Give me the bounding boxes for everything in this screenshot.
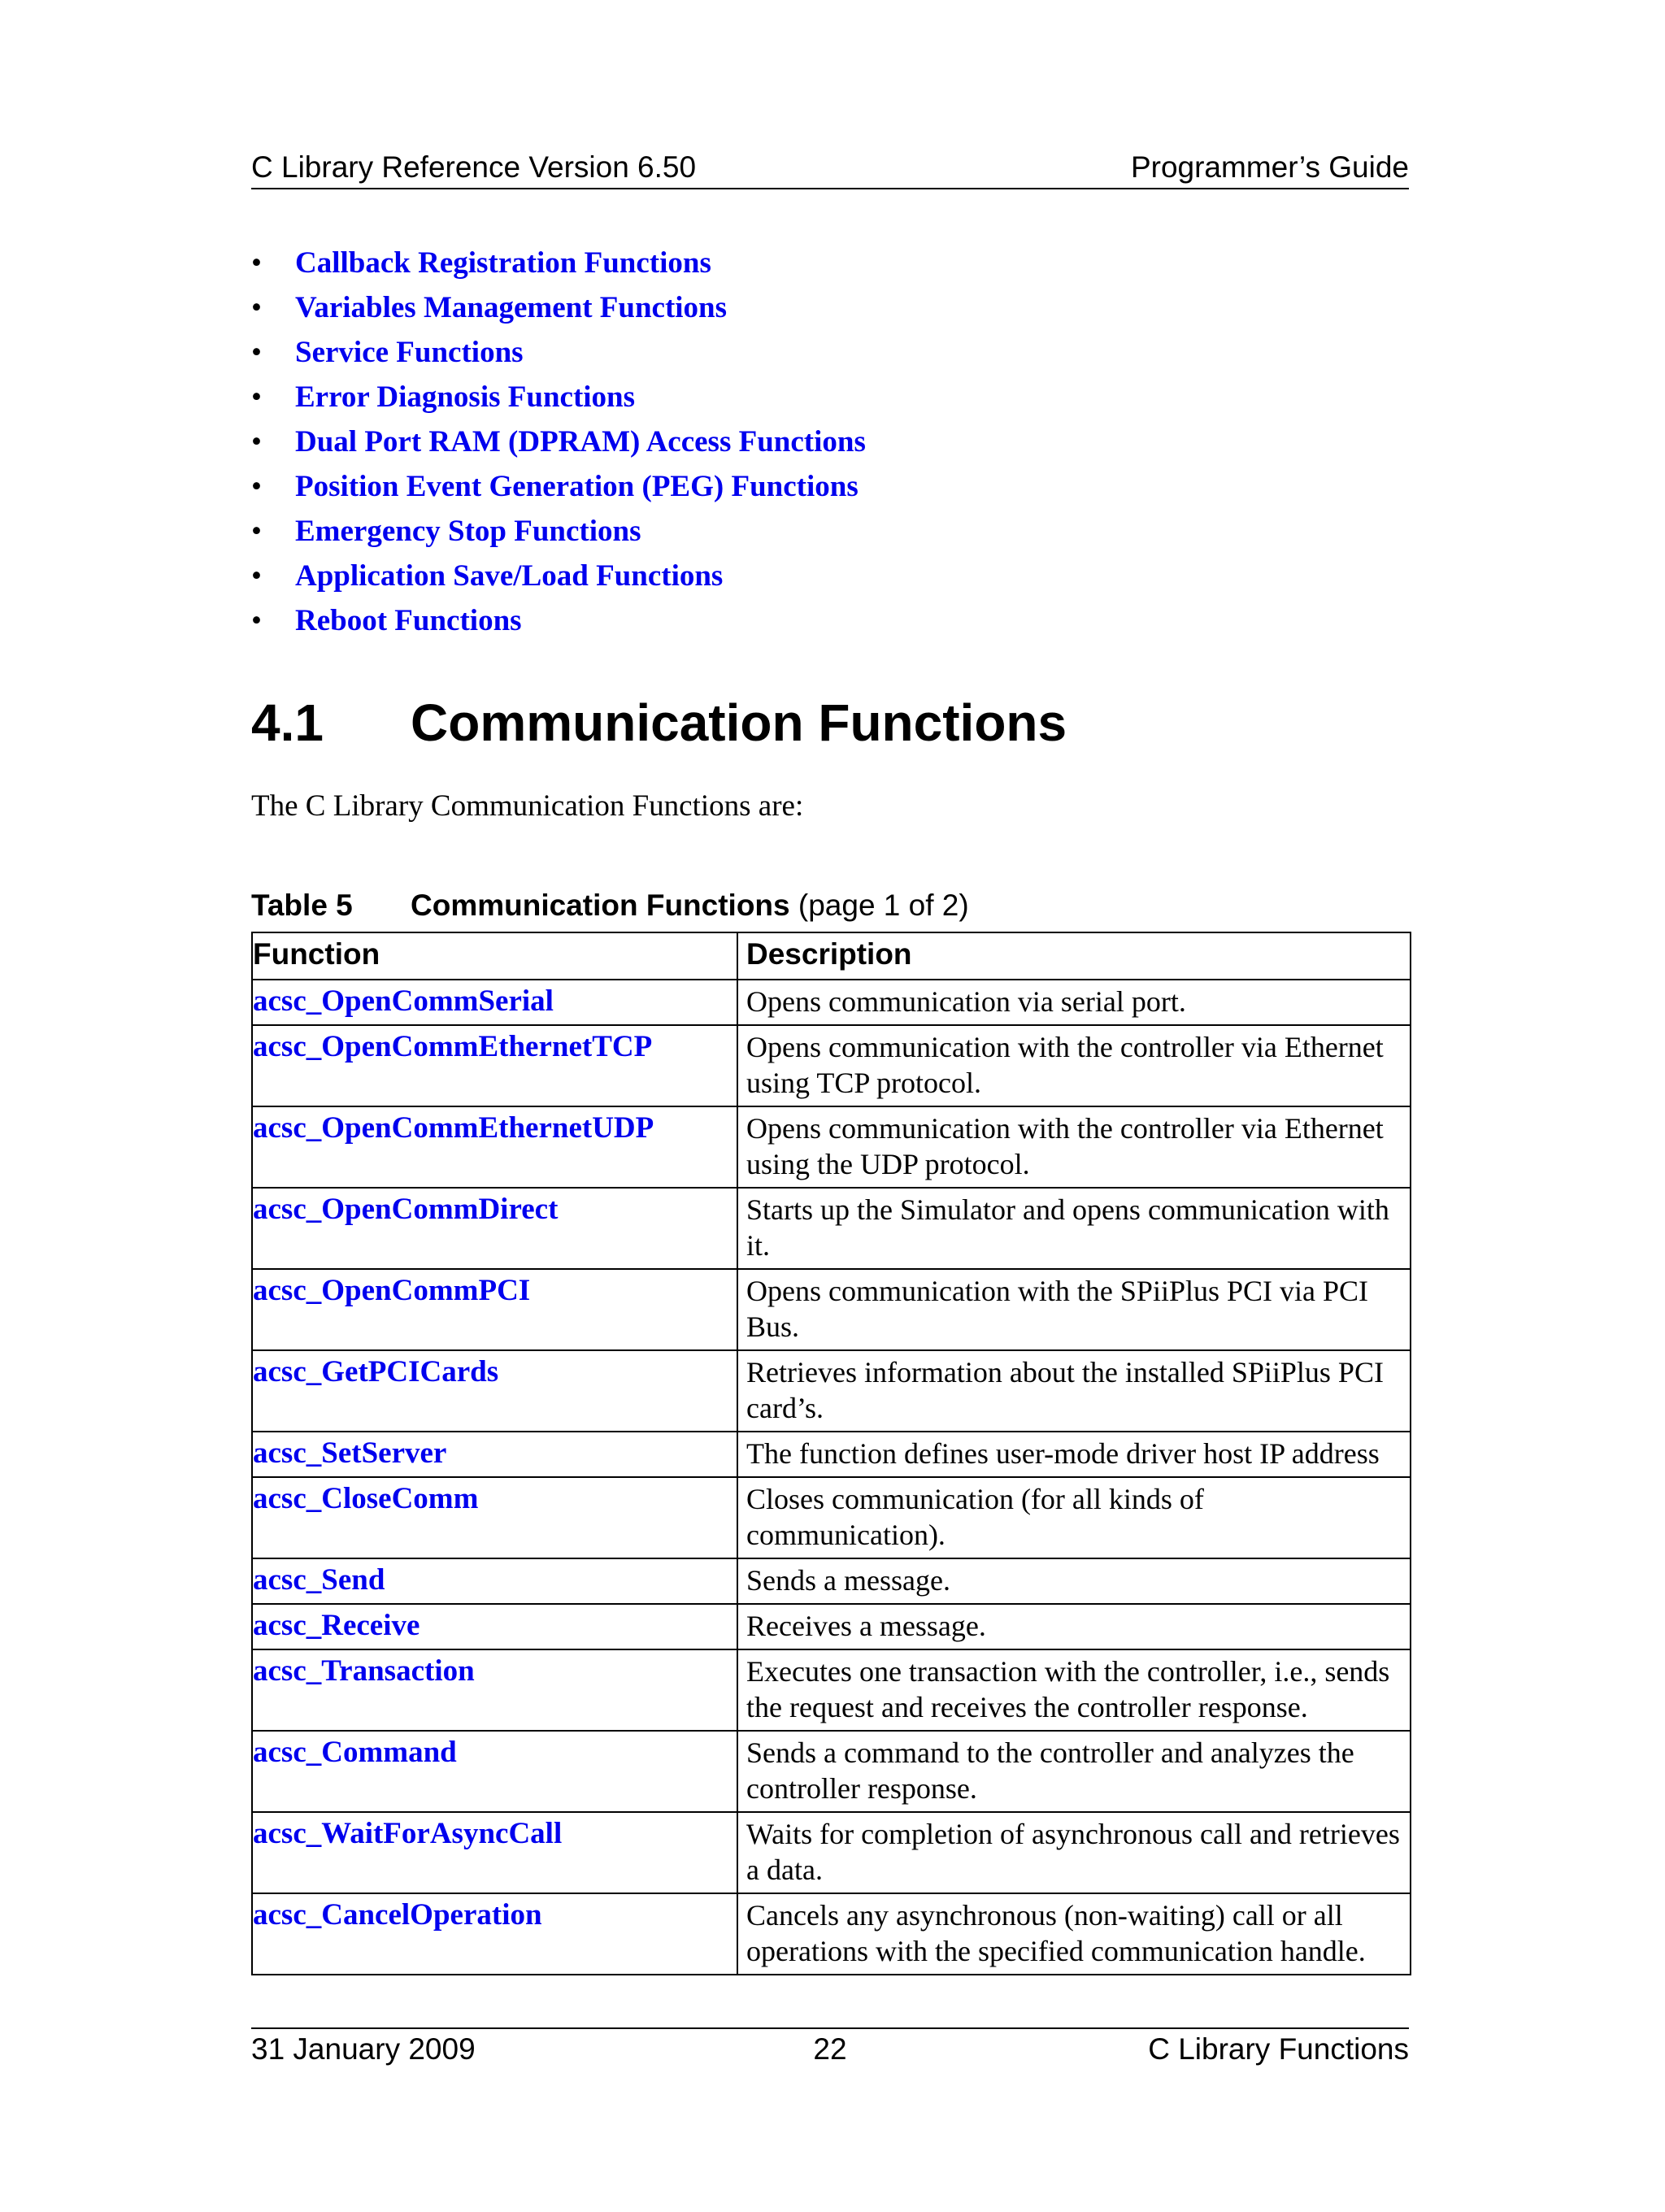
- function-link[interactable]: acsc_OpenCommEthernetTCP: [253, 1030, 653, 1063]
- table-row: [252, 1558, 1411, 1604]
- function-cell: [252, 1477, 737, 1558]
- category-link[interactable]: Variables Management Functions: [295, 291, 728, 324]
- description-cell: Closes communication (for all kinds of communication).: [737, 1477, 1411, 1558]
- bullet-glyph: •: [251, 291, 262, 324]
- bullet-glyph: •: [251, 559, 262, 593]
- function-cell: [252, 1649, 737, 1731]
- function-link[interactable]: acsc_CloseComm: [253, 1482, 479, 1515]
- description-cell: Sends a command to the controller and analyzes the controller response.: [737, 1731, 1411, 1812]
- footer-chapter: C Library Functions: [1148, 2032, 1409, 2066]
- list-item: [251, 509, 866, 554]
- description-cell: Cancels any asynchronous (non-waiting) call or all operations with the specified communication handle.: [737, 1893, 1411, 1975]
- table-body: [252, 980, 1411, 1975]
- bullet-glyph: •: [251, 470, 262, 503]
- bullet-glyph: •: [251, 425, 262, 458]
- bullet-glyph: •: [251, 604, 262, 637]
- function-cell: [252, 1106, 737, 1188]
- list-item: [251, 598, 866, 643]
- function-cell: [252, 1269, 737, 1350]
- page-header: [251, 150, 1409, 189]
- function-cell: [252, 1350, 737, 1432]
- function-cell: [252, 1812, 737, 1893]
- function-link[interactable]: acsc_WaitForAsyncCall: [253, 1817, 563, 1850]
- section-heading: [251, 693, 1067, 753]
- table-name: Communication Functions: [411, 889, 790, 922]
- function-link[interactable]: acsc_OpenCommSerial: [253, 984, 554, 1018]
- intro-paragraph: The C Library Communication Functions are:: [251, 789, 804, 823]
- bullet-glyph: •: [251, 246, 262, 280]
- description-cell: Sends a message.: [737, 1558, 1411, 1604]
- function-cell: [252, 1025, 737, 1106]
- function-cell: [252, 1188, 737, 1269]
- header-guide: Programmer’s Guide: [1130, 150, 1409, 184]
- category-link[interactable]: Error Diagnosis Functions: [295, 380, 636, 414]
- function-link[interactable]: acsc_OpenCommEthernetUDP: [253, 1111, 654, 1145]
- list-item: [251, 241, 866, 285]
- table-caption: [251, 889, 969, 923]
- table-number: Table 5: [251, 889, 353, 922]
- category-link[interactable]: Dual Port RAM (DPRAM) Access Functions: [295, 425, 866, 458]
- communication-functions-table: [251, 932, 1411, 1975]
- table-page-note: (page 1 of 2): [789, 889, 969, 922]
- category-link[interactable]: Service Functions: [295, 336, 524, 369]
- description-cell: Opens communication with the controller via Ethernet using the UDP protocol.: [737, 1106, 1411, 1188]
- function-cell: [252, 1604, 737, 1649]
- function-link[interactable]: acsc_OpenCommPCI: [253, 1274, 531, 1307]
- category-link[interactable]: Reboot Functions: [295, 604, 522, 637]
- section-title: Communication Functions: [411, 693, 1067, 752]
- table-row: [252, 1432, 1411, 1477]
- table-row: [252, 980, 1411, 1025]
- column-header-description: Description: [737, 932, 1411, 980]
- description-cell: Opens communication with the controller via Ethernet using TCP protocol.: [737, 1025, 1411, 1106]
- table-row: [252, 1025, 1411, 1106]
- function-cell: [252, 1731, 737, 1812]
- function-cell: [252, 1893, 737, 1975]
- function-category-list: [251, 241, 866, 643]
- function-link[interactable]: acsc_Command: [253, 1736, 457, 1769]
- category-link[interactable]: Position Event Generation (PEG) Functions: [295, 470, 859, 503]
- table-row: [252, 1893, 1411, 1975]
- list-item: [251, 464, 866, 509]
- table-header-row: [252, 932, 1411, 980]
- table-row: [252, 1731, 1411, 1812]
- description-cell: Waits for completion of asynchronous call and retrieves a data.: [737, 1812, 1411, 1893]
- page-footer: [251, 2027, 1409, 2070]
- function-link[interactable]: acsc_GetPCICards: [253, 1355, 499, 1388]
- description-cell: Receives a message.: [737, 1604, 1411, 1649]
- function-link[interactable]: acsc_OpenCommDirect: [253, 1193, 559, 1226]
- table-row: [252, 1106, 1411, 1188]
- category-link[interactable]: Emergency Stop Functions: [295, 515, 641, 548]
- category-link[interactable]: Callback Registration Functions: [295, 246, 711, 280]
- description-cell: Opens communication via serial port.: [737, 980, 1411, 1025]
- table-row: [252, 1649, 1411, 1731]
- footer-date: 31 January 2009: [251, 2032, 476, 2066]
- list-item: [251, 375, 866, 419]
- function-link[interactable]: acsc_Transaction: [253, 1654, 475, 1688]
- function-cell: [252, 980, 737, 1025]
- function-cell: [252, 1558, 737, 1604]
- table-row: [252, 1188, 1411, 1269]
- description-cell: The function defines user-mode driver host IP address: [737, 1432, 1411, 1477]
- bullet-glyph: •: [251, 336, 262, 369]
- function-cell: [252, 1432, 737, 1477]
- table-row: [252, 1604, 1411, 1649]
- category-link[interactable]: Application Save/Load Functions: [295, 559, 724, 593]
- table-row: [252, 1350, 1411, 1432]
- bullet-glyph: •: [251, 515, 262, 548]
- function-link[interactable]: acsc_Send: [253, 1563, 385, 1597]
- list-item: [251, 419, 866, 464]
- function-link[interactable]: acsc_CancelOperation: [253, 1898, 542, 1932]
- list-item: [251, 330, 866, 375]
- description-cell: Retrieves information about the installed SPiiPlus PCI card’s.: [737, 1350, 1411, 1432]
- header-title: C Library Reference Version 6.50: [251, 150, 697, 184]
- table-row: [252, 1812, 1411, 1893]
- table-row: [252, 1477, 1411, 1558]
- function-link[interactable]: acsc_SetServer: [253, 1436, 447, 1470]
- description-cell: Executes one transaction with the controller, i.e., sends the request and receives the controller response.: [737, 1649, 1411, 1731]
- description-cell: Starts up the Simulator and opens communication with it.: [737, 1188, 1411, 1269]
- bullet-glyph: •: [251, 380, 262, 414]
- list-item: [251, 554, 866, 598]
- section-number: 4.1: [251, 693, 324, 752]
- table-row: [252, 1269, 1411, 1350]
- function-link[interactable]: acsc_Receive: [253, 1609, 420, 1642]
- description-cell: Opens communication with the SPiiPlus PCI via PCI Bus.: [737, 1269, 1411, 1350]
- list-item: [251, 285, 866, 330]
- footer-page-number: 22: [813, 2032, 847, 2066]
- column-header-function: Function: [252, 932, 737, 980]
